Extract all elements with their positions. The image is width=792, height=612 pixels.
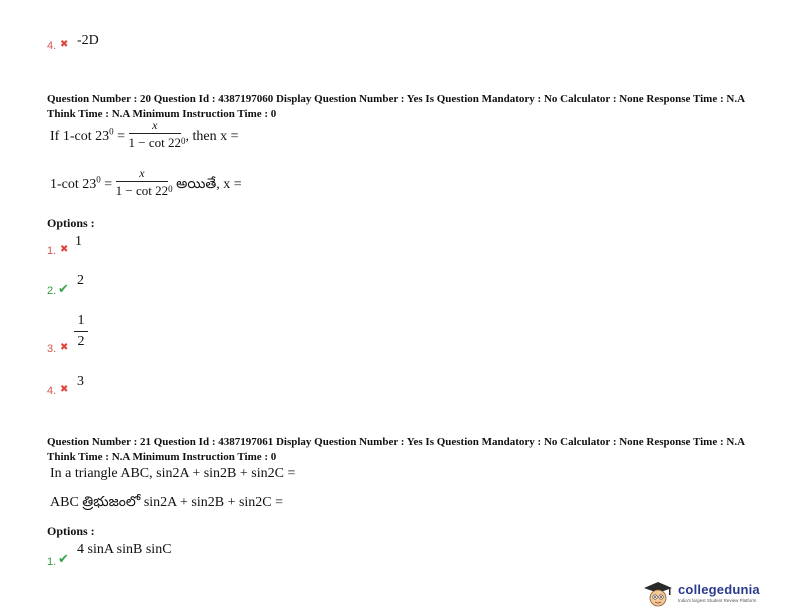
degree-sub: 0: [180, 136, 186, 146]
cross-icon: ✖: [60, 244, 69, 255]
graduate-mascot-icon: [640, 580, 676, 608]
fraction: [116, 166, 168, 198]
degree-sub: 0: [168, 184, 173, 194]
equals: =: [113, 129, 129, 145]
option-text: 2: [77, 273, 84, 288]
option-number: 1.: [47, 245, 57, 257]
fraction: [129, 118, 181, 150]
option-fraction: [74, 313, 88, 350]
cross-icon: ✖: [60, 342, 69, 353]
degree-sup: 0: [96, 174, 101, 185]
option-number: 4.: [47, 385, 57, 397]
options-label: Options :: [47, 216, 95, 230]
equals: =: [100, 177, 116, 193]
check-icon: ✔: [58, 282, 69, 297]
question-header: Question Number : 21 Question Id : 4387197061 Display Question Number : Yes Is Question Mandatory : No Calculator : None Response Time : N.A Think Time : N.A Minimum Instruction Time : 0: [47, 436, 745, 463]
option-text: 1: [75, 234, 82, 249]
logo-text: collegedunia: [678, 582, 760, 597]
fraction-numerator: 1: [77, 313, 85, 328]
option-number: 3.: [47, 343, 57, 355]
check-icon: ✔: [58, 552, 69, 567]
question-text-english: In a triangle ABC, sin2A + sin2B + sin2C =: [50, 466, 296, 481]
question-header: Question Number : 20 Question Id : 4387197060 Display Question Number : Yes Is Question Mandatory : No Calculator : None Response Time : N.A Think Time : N.A Minimum Instruction Time : 0: [47, 93, 745, 120]
option-number: 2.: [47, 285, 57, 297]
option-text: 3: [77, 374, 84, 389]
options-label: Options :: [47, 524, 95, 538]
question-text-english: [50, 118, 239, 150]
degree-sup: 0: [109, 126, 114, 137]
option-text: 4 sinA sinB sinC: [77, 542, 172, 557]
cross-icon: ✖: [60, 39, 69, 50]
cross-icon: ✖: [60, 384, 69, 395]
question-lead: If 1-cot 23: [50, 129, 110, 145]
fraction-numerator: x: [139, 166, 145, 180]
fraction-numerator: x: [152, 118, 158, 132]
logo-tagline: India's largest Student Review Platform: [678, 598, 757, 603]
question-tail: అయితే, x =: [172, 177, 242, 193]
fraction-denominator: 1 − cot 22: [115, 183, 169, 198]
option-text: -2D: [77, 33, 99, 48]
question-tail: , then x =: [185, 129, 239, 145]
option-number: 1.: [47, 556, 57, 568]
question-text-telugu: ABC త్రిభుజంలో sin2A + sin2B + sin2C =: [50, 495, 284, 510]
fraction-denominator: 2: [77, 334, 85, 349]
fraction-denominator: 1 − cot 22: [128, 135, 181, 150]
question-text-telugu: [50, 166, 242, 198]
question-lead: 1-cot 23: [50, 177, 97, 193]
collegedunia-logo: [640, 580, 790, 608]
option-number: 4.: [47, 40, 57, 52]
